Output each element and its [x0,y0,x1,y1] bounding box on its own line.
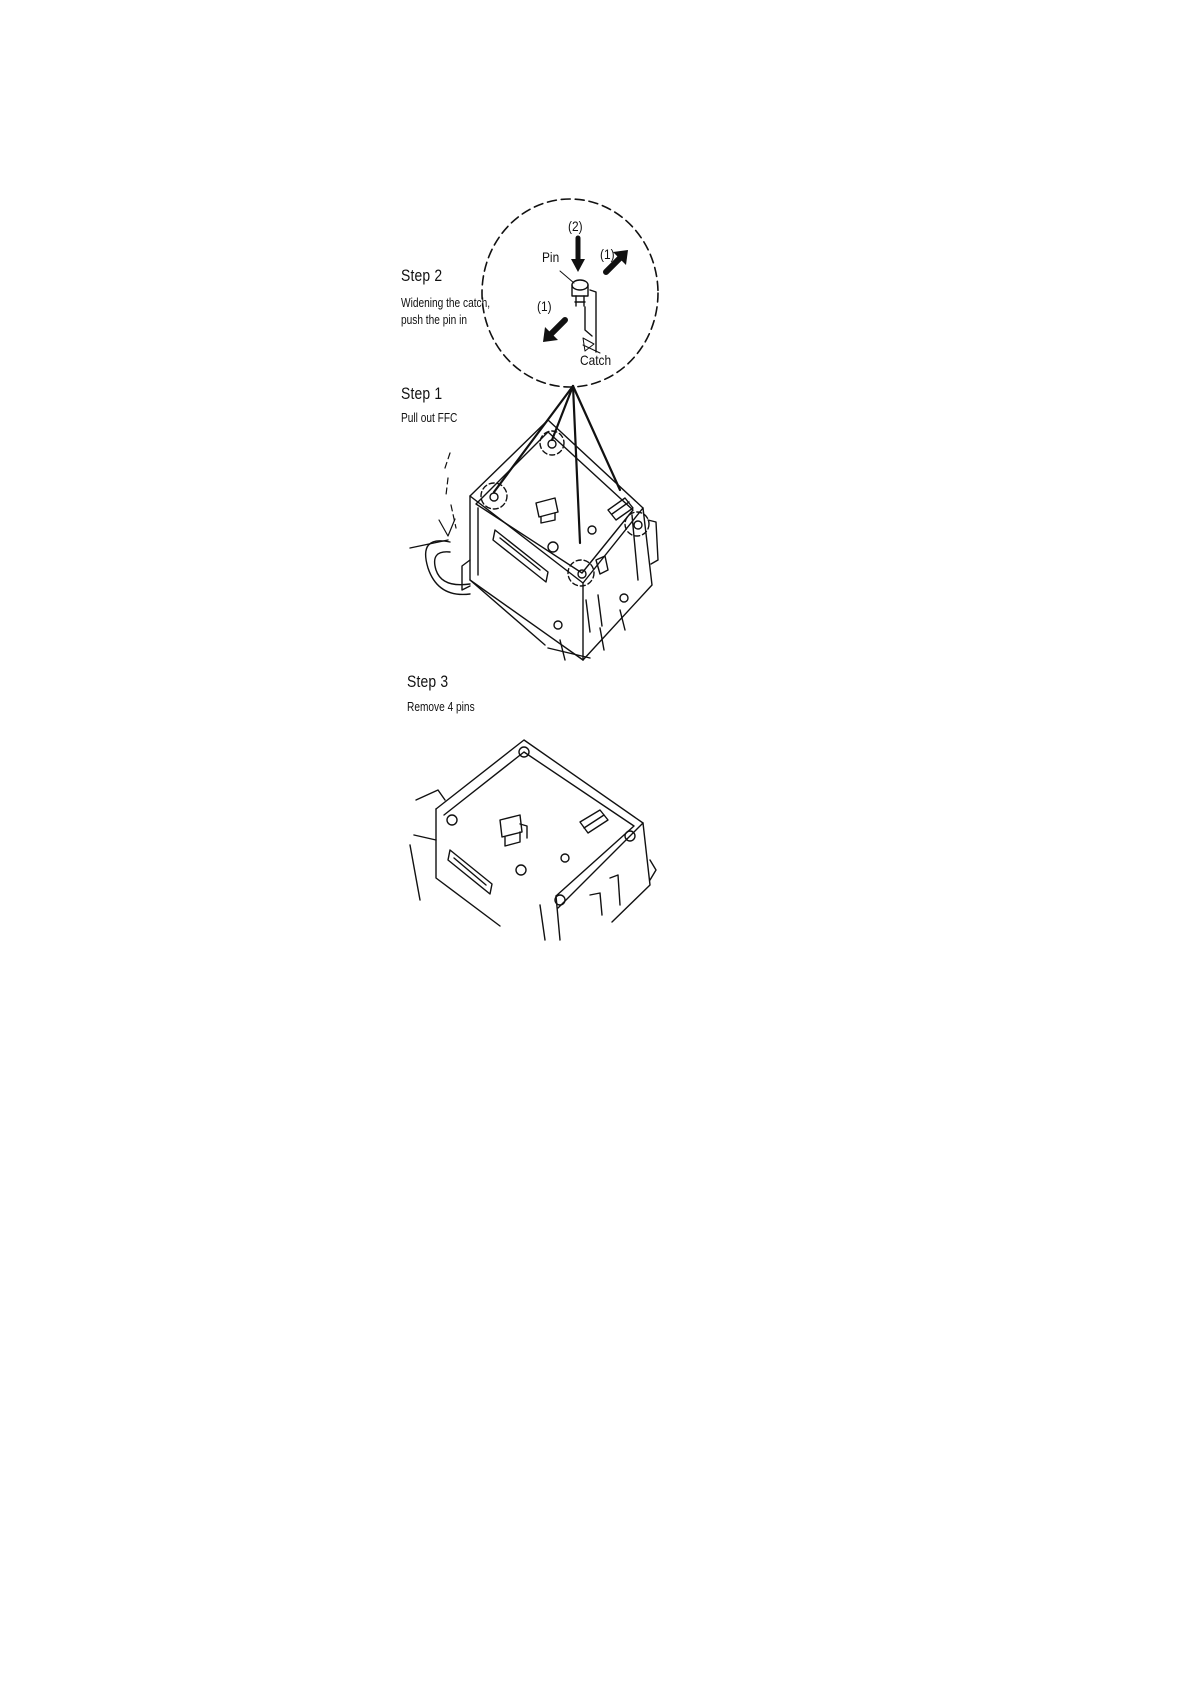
pickup-unit-pins-removed [410,740,656,940]
callout-spread-right: (1) [600,246,615,262]
step-3-description: Remove 4 pins [407,699,475,714]
step-1-description: Pull out FFC [401,410,458,425]
step-1-title: Step 1 [401,384,443,403]
step-2-description-line1: Widening the catch, [401,295,491,310]
ffc-cable [410,453,470,594]
callout-catch: Catch [580,352,612,368]
callout-step-2: (2) [568,218,583,234]
step-2-description-line2: push the pin in [401,312,467,327]
callout-pin: Pin [542,249,560,265]
step-3-title: Step 3 [407,672,449,691]
pickup-unit-top-view [462,420,658,660]
leader-lines [494,386,620,543]
step-2-title: Step 2 [401,266,443,285]
callout-spread-left: (1) [537,298,552,314]
